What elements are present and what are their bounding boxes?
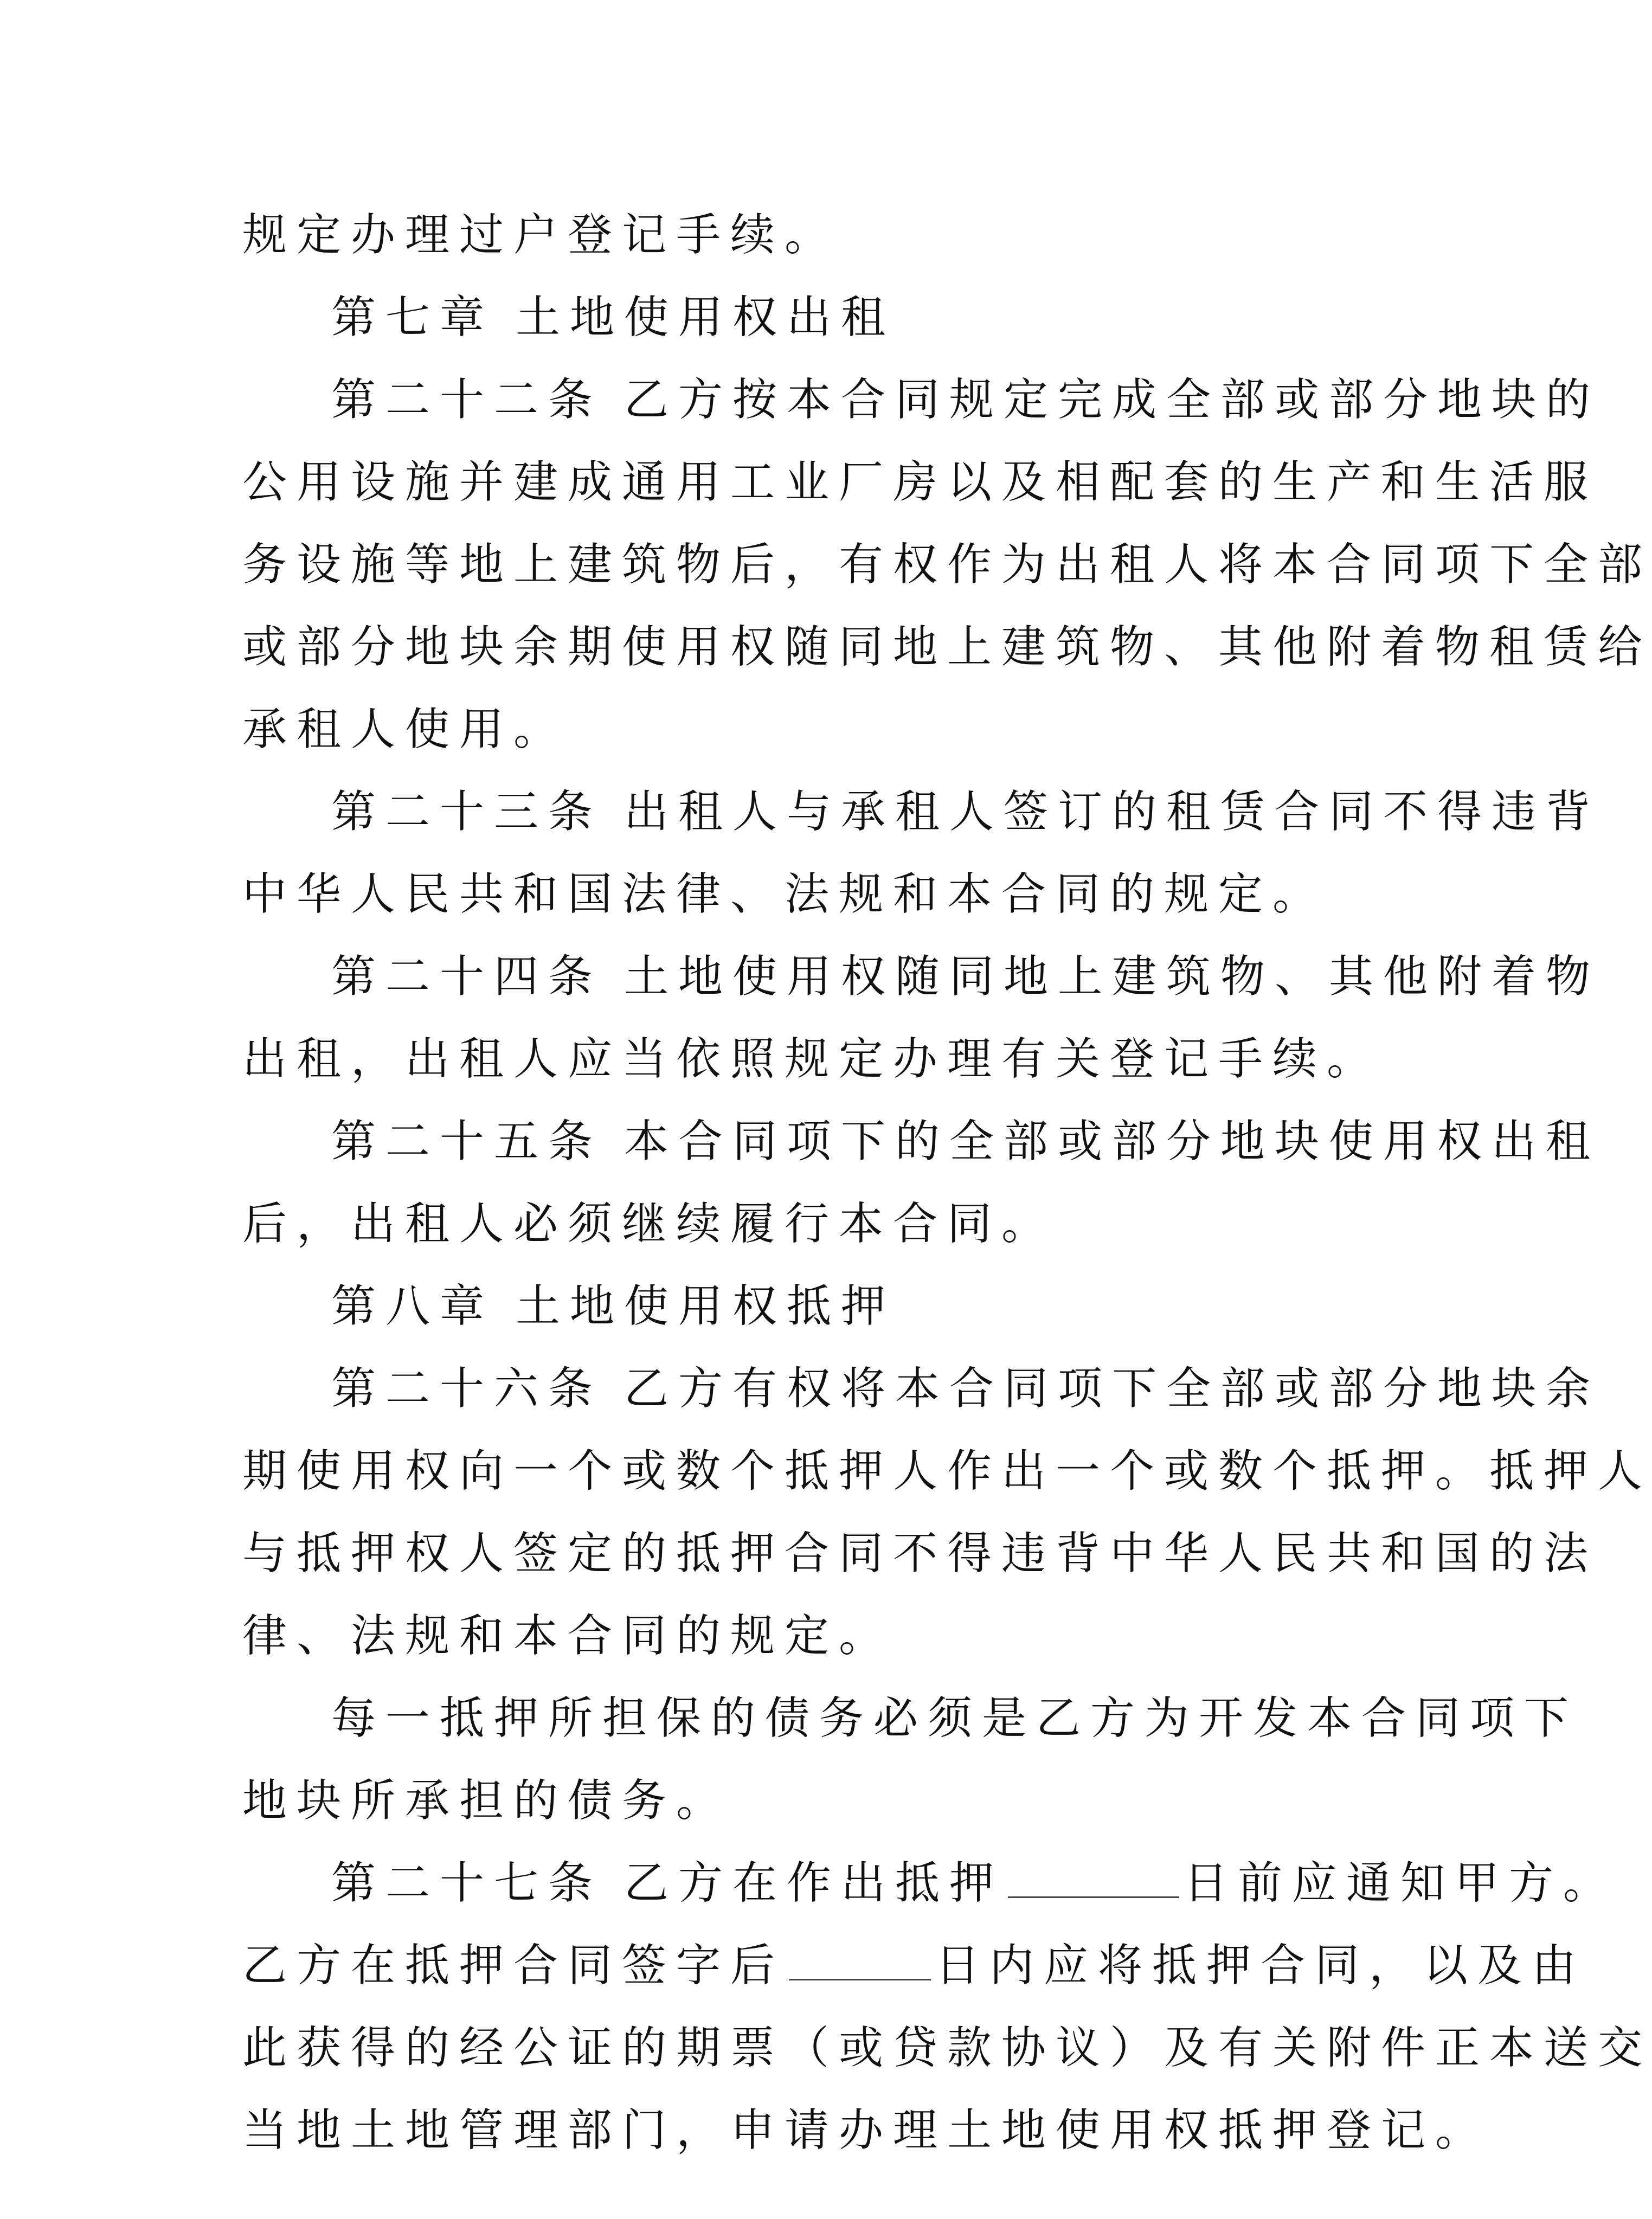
chapter-number: 第七章 xyxy=(331,292,494,343)
text-line xyxy=(242,1183,1343,1265)
chapter-title: 土地使用权出租 xyxy=(516,292,896,343)
article-number: 第二十四条 xyxy=(331,951,603,1002)
article-number: 第二十六条 xyxy=(331,1363,603,1414)
chapter-heading xyxy=(242,276,1343,359)
text-line xyxy=(242,2089,1490,2172)
text-line xyxy=(242,1677,1579,1760)
paragraph-text: 本合同项下的全部或部分地块使用权出租 xyxy=(624,1116,1600,1167)
text-line xyxy=(242,1760,1343,1842)
paragraph-text: 出租人与承租人签订的租赁合同不得违背 xyxy=(624,786,1600,838)
article-number: 第二十七条 xyxy=(331,1857,603,1909)
text-line xyxy=(242,1018,1381,1101)
paragraph-text: 律、法规和本合同的规定。 xyxy=(242,1610,894,1662)
text-line xyxy=(242,606,1652,689)
article-number: 第二十二条 xyxy=(331,374,603,426)
paragraph-text: 土地使用权随同地上建筑物、其他附着物 xyxy=(624,951,1600,1002)
paragraph-text: 公用设施并建成通用工业厂房以及相配套的生产和生活服 xyxy=(242,456,1598,508)
text-line xyxy=(242,2007,1652,2089)
text-line xyxy=(242,853,1343,936)
article-line xyxy=(242,1842,1618,1925)
article-line xyxy=(242,771,1600,853)
paragraph-text: 日前应通知甲方。 xyxy=(1184,1857,1618,1909)
text-line xyxy=(242,524,1652,606)
paragraph-text: 当地土地管理部门，申请办理土地使用权抵押登记。 xyxy=(242,2105,1490,2156)
paragraph-text: 此获得的经公证的期票（或贷款协议）及有关附件正本送交 xyxy=(242,2022,1652,2074)
paragraph-text: 乙方有权将本合同项下全部或部分地块余 xyxy=(624,1363,1600,1414)
article-number: 第二十三条 xyxy=(331,786,603,838)
article-line xyxy=(242,1101,1600,1183)
paragraph-text: 规定办理过户登记手续。 xyxy=(242,209,839,261)
text-line xyxy=(242,1595,1343,1677)
article-line xyxy=(242,936,1600,1018)
paragraph-text: 每一抵押所担保的债务必须是乙方为开发本合同项下 xyxy=(331,1693,1579,1744)
paragraph-text: 期使用权向一个或数个抵押人作出一个或数个抵押。抵押人 xyxy=(242,1445,1652,1497)
paragraph-text: 务设施等地上建筑物后，有权作为出租人将本合同项下全部 xyxy=(242,539,1652,590)
paragraph-text: 乙方在抵押合同签字后 xyxy=(242,1940,785,1991)
text-line xyxy=(242,441,1598,524)
paragraph-text: 或部分地块余期使用权随同地上建筑物、其他附着物租赁给 xyxy=(242,621,1652,673)
paragraph-text: 日内应将抵押合同，以及由 xyxy=(935,1940,1586,1991)
text-line xyxy=(242,194,1343,276)
article-line xyxy=(242,359,1600,441)
text-line xyxy=(242,1925,1586,2007)
fill-in-blank xyxy=(1008,1861,1179,1898)
article-line xyxy=(242,1348,1600,1430)
chapter-heading xyxy=(242,1265,1343,1348)
chapter-number: 第八章 xyxy=(331,1281,494,1332)
text-line xyxy=(242,689,1343,771)
text-line xyxy=(242,1513,1598,1595)
paragraph-text: 与抵押权人签定的抵押合同不得违背中华人民共和国的法 xyxy=(242,1528,1598,1579)
paragraph-text: 出租，出租人应当依照规定办理有关登记手续。 xyxy=(242,1033,1381,1085)
chapter-title: 土地使用权抵押 xyxy=(516,1281,896,1332)
paragraph-text: 后，出租人必须继续履行本合同。 xyxy=(242,1198,1056,1250)
paragraph-text: 中华人民共和国法律、法规和本合同的规定。 xyxy=(242,869,1327,920)
article-number: 第二十五条 xyxy=(331,1116,603,1167)
document-body xyxy=(242,194,1652,2172)
paragraph-text: 乙方按本合同规定完成全部或部分地块的 xyxy=(624,374,1600,426)
text-line xyxy=(242,1430,1652,1513)
paragraph-text: 地块所承担的债务。 xyxy=(242,1775,731,1826)
paragraph-text: 承租人使用。 xyxy=(242,704,568,755)
paragraph-text: 乙方在作出抵押 xyxy=(624,1857,1004,1909)
fill-in-blank xyxy=(789,1943,931,1980)
